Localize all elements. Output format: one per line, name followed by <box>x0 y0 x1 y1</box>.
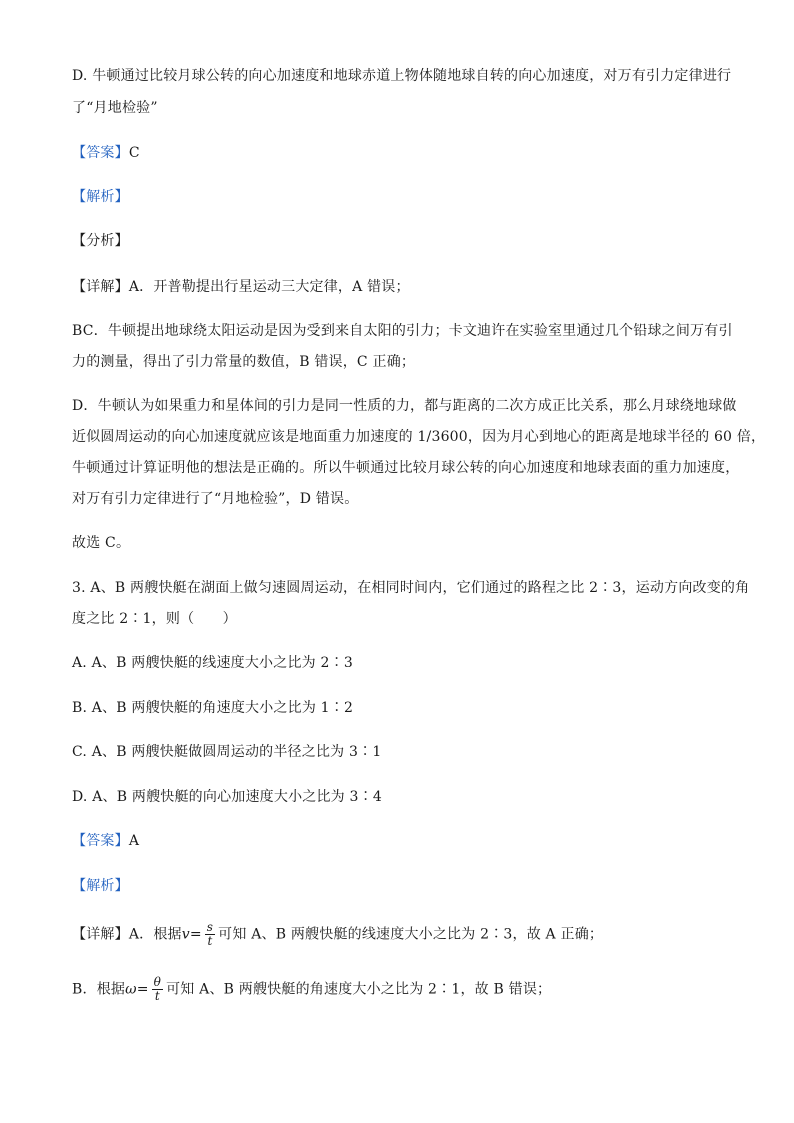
fraction-denominator: t <box>154 989 160 1003</box>
q3-detail-a-line <box>72 921 603 948</box>
q3-detail-b-suffix: 可知 A、B 两艘快艇的角速度大小之比为 2∶1，故 B 错误； <box>166 981 552 998</box>
q3-answer-tag: 【答案】 <box>72 833 129 849</box>
q3-analysis-tag: 【解析】 <box>72 878 129 894</box>
prev-detail-d-line2: 近似圆周运动的向心加速度就应该是地面重力加速度的 1/3600，因为月心到地心的距离是地球半径的 60 倍， <box>72 429 766 445</box>
prev-analysis-line <box>72 187 129 207</box>
detail-tag: 【详解】 <box>72 279 129 295</box>
analysis-tag: 【解析】 <box>72 189 129 205</box>
fraction-denominator: t <box>207 934 213 948</box>
prev-answer-line <box>72 143 140 163</box>
q3-detail-tag: 【详解】 <box>72 926 129 943</box>
velocity-symbol: v <box>181 926 190 943</box>
q3-stem-line1: 3. A、B 两艘快艇在湖面上做匀速圆周运动，在相同时间内，它们通过的路程之比 2∶3，运动方向改变的角 <box>72 580 750 596</box>
q3-option-b: B. A、B 两艘快艇的角速度大小之比为 1∶2 <box>72 700 354 716</box>
equals-sign: = <box>136 981 149 998</box>
prev-detail-bc-line2: 力的测量，得出了引力常量的数值，B 错误，C 正确； <box>72 354 416 370</box>
prev-conclusion: 故选 C。 <box>72 535 131 551</box>
prev-detail-bc-line1: BC．牛顿提出地球绕太阳运动是因为受到来自太阳的引力；卡文迪许在实验室里通过几个铅球之间万有引 <box>72 323 733 339</box>
velocity-formula-fraction <box>205 921 215 948</box>
prev-detail-d-line4: 对万有引力定律进行了“月地检验”，D 错误。 <box>72 491 359 507</box>
q3-detail-a-suffix: 可知 A、B 两艘快艇的线速度大小之比为 2∶3，故 A 正确； <box>218 926 604 943</box>
fraction-numerator: s <box>206 920 214 934</box>
q3-detail-a-prefix: A．根据 <box>128 926 182 943</box>
answer-value: C <box>128 145 140 161</box>
q3-analysis-line <box>72 876 129 896</box>
prev-detail-d-line1: D．牛顿认为如果重力和星体间的引力是同一性质的力，都与距离的二次方成正比关系，那么月球绕地球做 <box>72 398 737 414</box>
q3-detail-b-prefix: B．根据 <box>72 981 126 998</box>
prev-fenxi-line <box>72 231 129 251</box>
q3-stem-line2: 度之比 2∶1，则（ ） <box>72 611 237 627</box>
prev-option-d-line1: D. 牛顿通过比较月球公转的向心加速度和地球赤道上物体随地球自转的向心加速度，对万有引力定律进行 <box>72 68 732 84</box>
equals-sign: = <box>189 926 202 943</box>
q3-detail-b-line <box>72 976 551 1003</box>
q3-option-d: D. A、B 两艘快艇的向心加速度大小之比为 3∶4 <box>72 789 382 805</box>
q3-option-c: C. A、B 两艘快艇做圆周运动的半径之比为 3∶1 <box>72 744 382 760</box>
omega-symbol: ω <box>125 981 137 998</box>
prev-detail-d-line3: 牛顿通过计算证明他的想法是正确的。所以牛顿通过比较月球公转的向心加速度和地球表面的重力加速度， <box>72 460 740 476</box>
prev-option-d-line2: 了“月地检验” <box>72 100 158 116</box>
q3-answer-line <box>72 831 139 851</box>
q3-answer-value: A <box>128 833 140 849</box>
fenxi-tag: 【分析】 <box>72 233 129 249</box>
angular-velocity-formula-fraction <box>152 976 163 1003</box>
fraction-numerator: θ <box>153 975 162 989</box>
q3-option-a: A. A、B 两艘快艇的线速度大小之比为 2∶3 <box>72 655 353 671</box>
answer-tag: 【答案】 <box>72 145 129 161</box>
detail-a-text: A．开普勒提出行星运动三大定律，A 错误； <box>128 279 410 295</box>
prev-detail-a-line <box>72 277 410 297</box>
